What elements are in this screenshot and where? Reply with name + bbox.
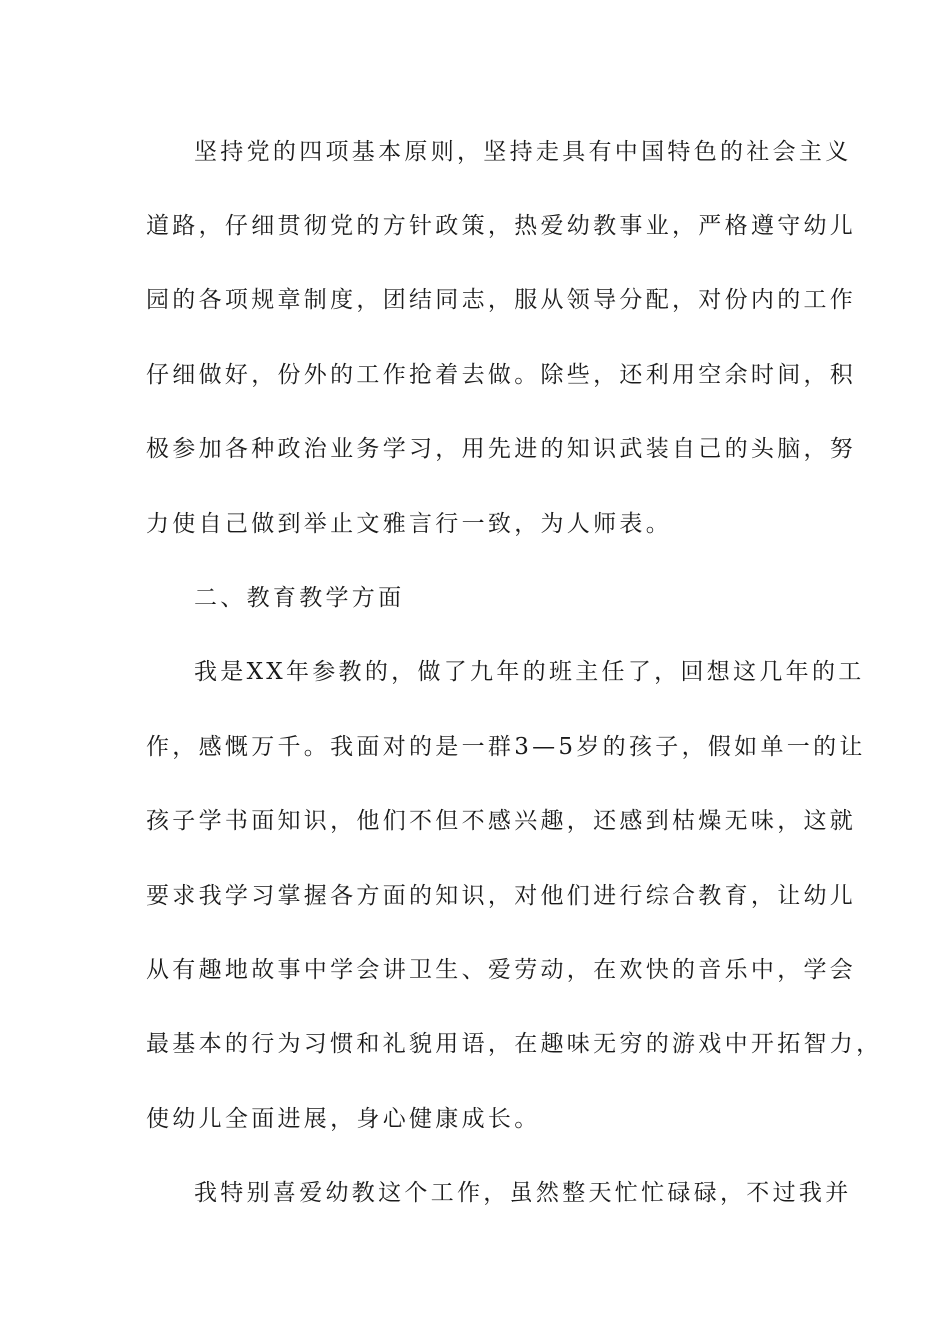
paragraph-line-14: 我特别喜爱幼教这个工作，虽然整天忙忙碌碌，不过我并	[194, 1180, 852, 1206]
paragraph-line-11: 从有趣地故事中学会讲卫生、爱劳动，在欢快的音乐中，学会	[146, 957, 857, 983]
paragraph-line-7: 我是XX年参教的，做了九年的班主任了，回想这几年的工	[194, 659, 865, 685]
paragraph-line-8: 作，感慨万千。我面对的是一群3—5岁的孩子，假如单一的让	[146, 734, 866, 760]
paragraph-line-3: 园的各项规章制度，团结同志，服从领导分配，对份内的工作	[146, 287, 857, 313]
paragraph-line-5: 极参加各种政治业务学习，用先进的知识武装自己的头脑，努	[146, 436, 857, 462]
paragraph-line-6: 力使自己做到举止文雅言行一致，为人师表。	[146, 511, 672, 537]
section-heading: 二、教育教学方面	[194, 585, 405, 611]
paragraph-line-10: 要求我学习掌握各方面的知识，对他们进行综合教育，让幼儿	[146, 883, 857, 909]
paragraph-line-13: 使幼儿全面进展，身心健康成长。	[146, 1106, 541, 1132]
paragraph-line-12: 最基本的行为习惯和礼貌用语，在趣味无穷的游戏中开拓智力，	[146, 1031, 883, 1057]
paragraph-line-1: 坚持党的四项基本原则，坚持走具有中国特色的社会主义	[194, 139, 852, 165]
paragraph-line-2: 道路，仔细贯彻党的方针政策，热爱幼教事业，严格遵守幼儿	[146, 213, 857, 239]
paragraph-line-4: 仔细做好，份外的工作抢着去做。除些，还利用空余时间，积	[146, 362, 857, 388]
paragraph-line-9: 孩子学书面知识，他们不但不感兴趣，还感到枯燥无味，这就	[146, 808, 857, 834]
